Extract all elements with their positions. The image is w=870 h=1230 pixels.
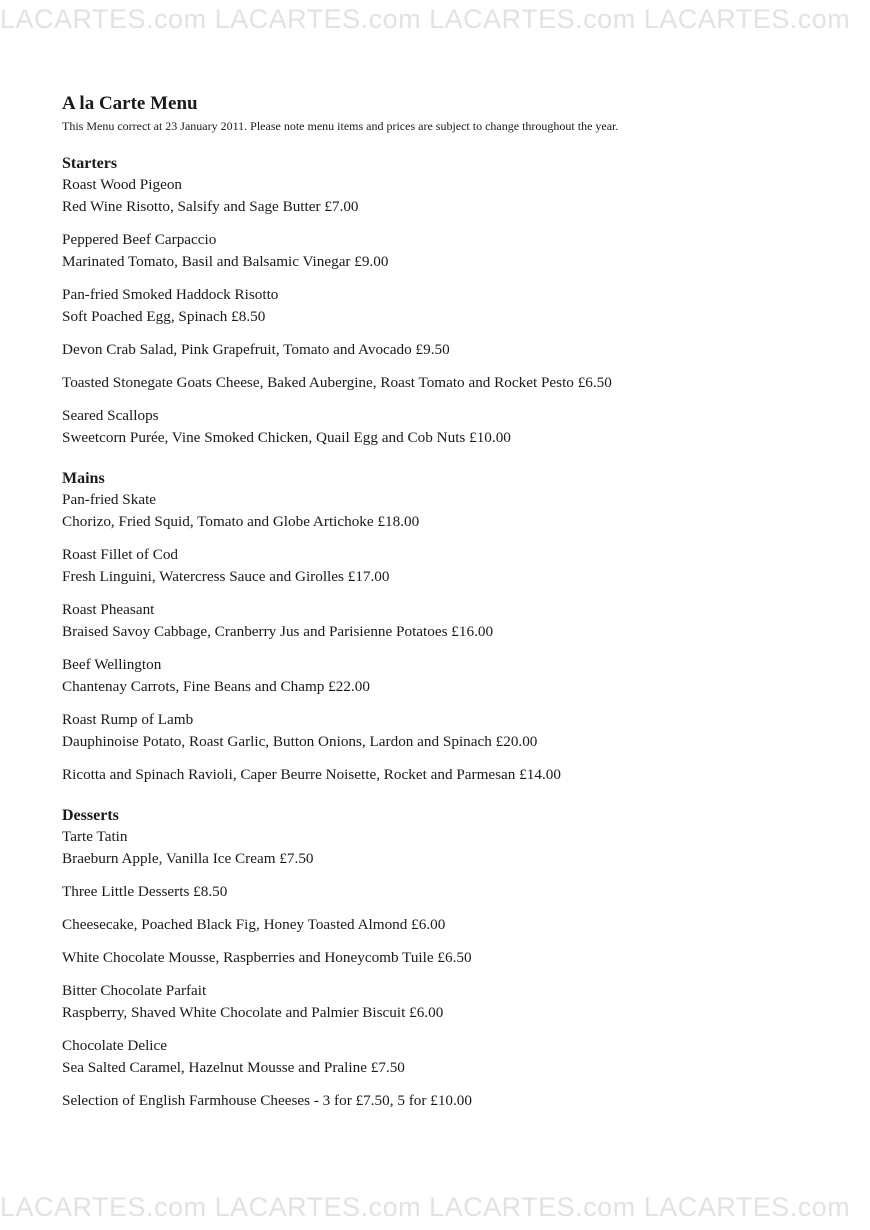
watermark-top: LACARTES.com LACARTES.com LACARTES.com LACARTES.com <box>0 4 851 34</box>
menu-item <box>62 544 852 588</box>
menu-item <box>62 339 852 361</box>
menu-item-detail: Soft Poached Egg, Spinach £8.50 <box>62 308 266 325</box>
menu-item-name: Roast Pheasant <box>62 601 155 618</box>
menu-item <box>62 914 852 936</box>
menu-item <box>62 1090 852 1112</box>
menu-item-name: Pan-fried Smoked Haddock Risotto <box>62 286 279 303</box>
menu-item-name: Chocolate Delice <box>62 1037 167 1054</box>
menu-item-name: Roast Fillet of Cod <box>62 546 179 563</box>
menu-item-name: Selection of English Farmhouse Cheeses - 3 for £7.50, 5 for £10.00 <box>62 1092 472 1109</box>
menu-item-name: White Chocolate Mousse, Raspberries and Honeycomb Tuile £6.50 <box>62 949 472 966</box>
menu-item <box>62 881 852 903</box>
menu-item-name: Ricotta and Spinach Ravioli, Caper Beurre Noisette, Rocket and Parmesan £14.00 <box>62 766 561 783</box>
menu-item-detail: Sweetcorn Purée, Vine Smoked Chicken, Quail Egg and Cob Nuts £10.00 <box>62 429 511 446</box>
menu-item-name: Roast Wood Pigeon <box>62 176 183 193</box>
menu-item <box>62 229 852 273</box>
menu-title: A la Carte Menu <box>62 93 198 114</box>
menu-item-name: Seared Scallops <box>62 407 159 424</box>
section-title: Desserts <box>62 807 119 824</box>
menu-item <box>62 654 852 698</box>
menu-item <box>62 489 852 533</box>
section-title: Mains <box>62 470 105 487</box>
menu-item-detail: Sea Salted Caramel, Hazelnut Mousse and Praline £7.50 <box>62 1059 405 1076</box>
menu-item-detail: Chantenay Carrots, Fine Beans and Champ £22.00 <box>62 678 370 695</box>
menu-item-name: Toasted Stonegate Goats Cheese, Baked Aubergine, Roast Tomato and Rocket Pesto £6.50 <box>62 374 612 391</box>
menu-item-name: Peppered Beef Carpaccio <box>62 231 217 248</box>
menu-item-name: Cheesecake, Poached Black Fig, Honey Toasted Almond £6.00 <box>62 916 446 933</box>
menu-section-desserts <box>62 806 852 1112</box>
menu-item-name: Roast Rump of Lamb <box>62 711 194 728</box>
menu-item-name: Tarte Tatin <box>62 828 128 845</box>
menu-item-detail: Raspberry, Shaved White Chocolate and Palmier Biscuit £6.00 <box>62 1004 444 1021</box>
menu-item-detail: Marinated Tomato, Basil and Balsamic Vinegar £9.00 <box>62 253 389 270</box>
menu-item-detail: Braeburn Apple, Vanilla Ice Cream £7.50 <box>62 850 314 867</box>
watermark-bottom: LACARTES.com LACARTES.com LACARTES.com LACARTES.com <box>0 1192 851 1222</box>
menu-item <box>62 372 852 394</box>
menu-note: This Menu correct at 23 January 2011. Please note menu items and prices are subject to change throughout the year. <box>62 119 619 133</box>
menu-item-detail: Fresh Linguini, Watercress Sauce and Girolles £17.00 <box>62 568 390 585</box>
menu-item <box>62 599 852 643</box>
menu-item <box>62 405 852 449</box>
menu-item-detail: Chorizo, Fried Squid, Tomato and Globe Artichoke £18.00 <box>62 513 420 530</box>
menu-item <box>62 1035 852 1079</box>
menu-item-detail: Red Wine Risotto, Salsify and Sage Butter £7.00 <box>62 198 359 215</box>
menu-item <box>62 764 852 786</box>
menu-item <box>62 947 852 969</box>
menu-item <box>62 826 852 870</box>
menu-document <box>62 92 852 1123</box>
section-title: Starters <box>62 155 118 172</box>
menu-item-detail: Dauphinoise Potato, Roast Garlic, Button Onions, Lardon and Spinach £20.00 <box>62 733 538 750</box>
menu-item-name: Three Little Desserts £8.50 <box>62 883 228 900</box>
menu-item-detail: Braised Savoy Cabbage, Cranberry Jus and Parisienne Potatoes £16.00 <box>62 623 494 640</box>
menu-sections <box>62 154 852 1112</box>
menu-item <box>62 174 852 218</box>
menu-section-starters <box>62 154 852 449</box>
menu-item <box>62 709 852 753</box>
menu-item <box>62 284 852 328</box>
menu-item <box>62 980 852 1024</box>
menu-item-name: Bitter Chocolate Parfait <box>62 982 207 999</box>
menu-section-mains <box>62 469 852 786</box>
menu-item-name: Devon Crab Salad, Pink Grapefruit, Tomato and Avocado £9.50 <box>62 341 450 358</box>
menu-item-name: Beef Wellington <box>62 656 162 673</box>
menu-item-name: Pan-fried Skate <box>62 491 157 508</box>
